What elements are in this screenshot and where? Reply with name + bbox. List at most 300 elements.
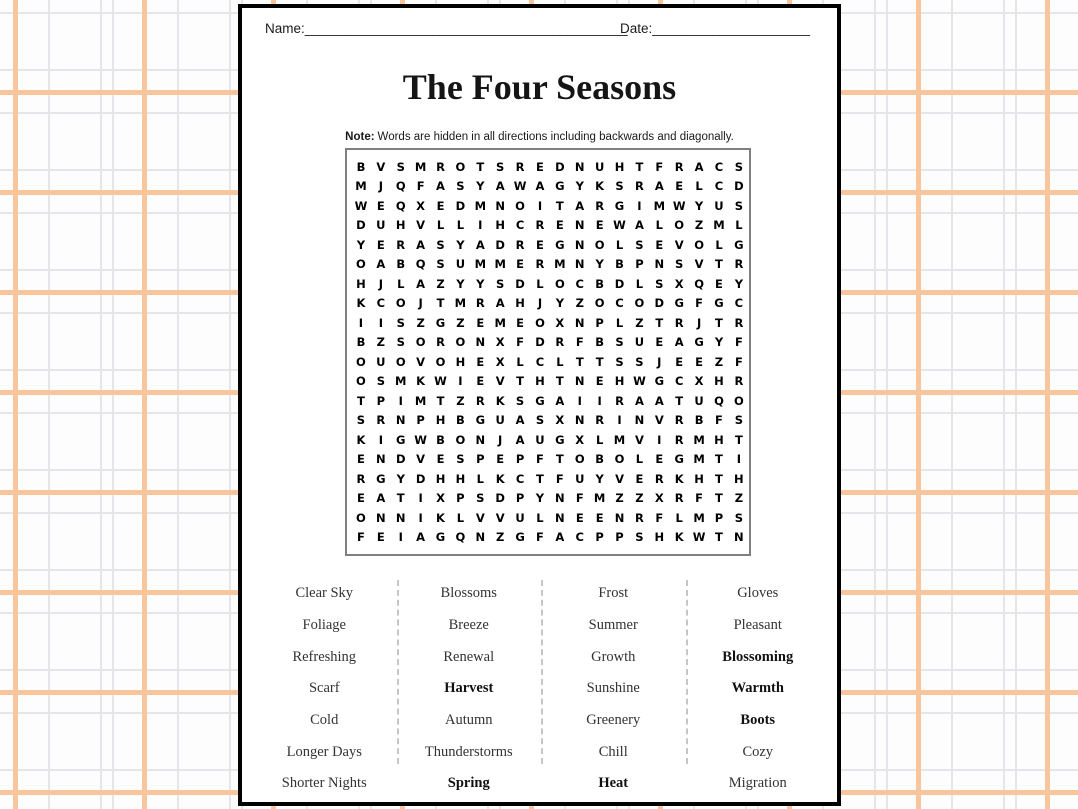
grid-letter: X [555,315,565,330]
grid-letter: Y [694,198,704,213]
name-line [265,21,628,36]
grid-letter: H [714,374,724,389]
grid-letter: Q [395,198,406,213]
grid-letter: A [654,393,664,408]
grid-row [351,450,749,470]
grid-letter: S [535,413,545,428]
grid-letter: T [715,491,723,506]
grid-letter: S [356,413,366,428]
grid-letter: H [714,432,724,447]
grid-letter: K [436,510,445,525]
word-item: Refreshing [292,648,357,665]
grid-letter: E [635,471,644,486]
grid-letter: Y [555,296,565,311]
grid-letter: Z [496,530,505,545]
grid-letter: R [555,335,565,350]
grid-row [351,352,749,372]
name-label: Name: [265,21,305,36]
grid-letter: R [734,257,744,272]
grid-letter: H [455,471,466,486]
grid-letter: W [692,530,706,545]
word-item: Thunderstorms [424,743,513,760]
grid-letter: A [555,530,565,545]
grid-row [351,372,749,392]
grid-letter: E [595,510,604,525]
grid-letter: U [535,432,545,447]
grid-letter: D [495,491,505,506]
grid-letter: X [575,432,585,447]
grid-letter: E [357,452,365,467]
grid-letter: N [495,198,505,213]
grid-letter: O [594,296,605,311]
grid-letter: H [435,413,446,428]
grid-letter: H [435,471,446,486]
grid-letter: B [456,413,465,428]
grid-letter: U [376,218,386,233]
grid-letter: B [356,335,366,350]
grid-letter: F [357,530,365,545]
grid-letter: T [476,159,485,174]
grid-letter: O [694,237,704,252]
grid-letter: L [695,179,703,194]
grid-letter: G [555,237,565,252]
grid-letter: L [456,510,465,525]
grid-letter: W [672,198,686,213]
grid-letter: S [515,393,525,408]
grid-row [351,430,749,450]
grid-letter: E [436,452,445,467]
grid-letter: S [376,374,385,389]
grid-letter: H [395,218,406,233]
grid-letter: U [455,257,466,272]
grid-letter: H [614,159,625,174]
grid-letter: M [355,179,367,194]
grid-letter: O [356,354,366,369]
grid-letter: A [634,218,644,233]
grid-letter: I [398,530,403,545]
grid-letter: O [356,257,366,272]
grid-letter: S [456,179,465,194]
grid-letter: W [354,198,368,213]
grid-row [351,274,749,294]
word-column-4 [686,578,831,800]
grid-letter: E [376,198,385,213]
grid-letter: I [736,452,741,467]
grid-letter: M [653,198,666,213]
grid-letter: E [476,354,485,369]
grid-letter: Z [575,296,584,311]
grid-letter: N [475,432,486,447]
grid-letter: R [436,335,445,350]
grid-letter: W [513,179,527,194]
word-item: Blossoming [722,648,794,665]
grid-letter: R [595,198,605,213]
grid-letter: O [455,159,466,174]
grid-letter: M [693,432,705,447]
grid-letter: R [615,393,624,408]
grid-letter: M [494,257,506,272]
grid-letter: C [376,296,386,311]
grid-letter: E [516,257,524,272]
grid-letter: N [574,374,585,389]
grid-letter: L [635,276,644,291]
grid-letter: A [515,413,525,428]
word-item: Chill [598,743,628,760]
grid-letter: R [535,257,545,272]
grid-letter: B [694,413,704,428]
grid-letter: I [378,432,383,447]
grid-letter: E [476,315,485,330]
grid-letter: D [535,335,545,350]
grid-letter: L [436,218,445,233]
grid-letter: O [455,335,466,350]
grid-letter: J [378,179,383,194]
grid-letter: M [693,510,705,525]
grid-letter: U [575,471,585,486]
grid-letter: P [515,452,525,467]
grid-letter: X [654,491,664,506]
word-item: Harvest [444,680,494,697]
grid-letter: O [574,452,585,467]
grid-letter: M [454,296,467,311]
grid-letter: F [734,354,743,369]
grid-letter: R [535,218,545,233]
grid-letter: N [475,335,486,350]
grid-letter: R [515,159,525,174]
grid-row [351,313,749,333]
grid-letter: R [475,393,485,408]
grid-letter: S [734,510,744,525]
grid-letter: Y [456,237,465,252]
grid-letter: O [674,218,685,233]
grid-letter: V [416,354,426,369]
grid-letter: Y [476,276,485,291]
grid-letter: H [614,374,625,389]
grid-letter: M [414,159,427,174]
grid-letter: S [615,335,624,350]
grid-letter: B [595,335,605,350]
grid-letter: R [674,159,684,174]
grid-letter: K [595,179,605,194]
grid-letter: A [376,491,386,506]
grid-letter: E [655,452,664,467]
grid-letter: O [554,276,565,291]
grid-row [351,255,749,275]
grid-letter: G [555,179,565,194]
letter-grid [345,148,751,556]
grid-letter: D [555,159,565,174]
grid-letter: R [475,296,485,311]
grid-letter: L [397,276,405,291]
grid-letter: V [495,510,505,525]
word-item: Shorter Nights [281,775,367,792]
grid-letter: T [357,393,365,408]
grid-letter: Z [714,354,724,369]
grid-letter: E [476,374,485,389]
grid-letter: Y [714,335,724,350]
grid-letter: N [574,218,585,233]
grid-letter: E [555,218,564,233]
grid-letter: F [734,335,743,350]
note-text: Words are hidden in all directions including backwards and diagonally. [377,131,734,143]
grid-letter: E [675,354,684,369]
grid-letter: J [537,296,543,311]
grid-letter: G [614,198,625,213]
grid-letter: U [594,159,605,174]
grid-letter: N [574,315,585,330]
grid-letter: W [414,432,427,447]
grid-letter: J [696,315,702,330]
grid-letter: M [693,452,705,467]
grid-letter: Z [635,315,644,330]
grid-letter: R [436,159,445,174]
grid-letter: E [715,276,723,291]
word-column-2 [397,578,542,800]
grid-letter: Y [456,276,465,291]
grid-letter: H [495,218,505,233]
grid-letter: L [595,432,604,447]
grid-letter: E [496,452,505,467]
grid-letter: B [396,257,406,272]
grid-letter: N [634,413,645,428]
grid-letter: V [376,159,386,174]
grid-letter: T [516,374,524,389]
grid-letter: Q [455,530,466,545]
grid-letter: F [695,491,704,506]
grid-letter: L [715,237,723,252]
grid-letter: S [476,491,485,506]
grid-letter: E [575,510,584,525]
grid-letter: K [356,432,366,447]
grid-letter: X [674,276,684,291]
grid-letter: Z [694,218,704,233]
grid-letter: S [734,159,744,174]
grid-letter: A [674,335,684,350]
note-label: Note: [345,131,375,143]
word-column-1 [252,578,397,800]
grid-letter: E [595,374,604,389]
grid-letter: S [635,354,644,369]
grid-letter: V [654,413,664,428]
word-item: Scarf [308,680,340,697]
grid-letter: T [655,315,664,330]
grid-letter: I [597,393,602,408]
grid-letter: E [655,237,664,252]
grid-letter: C [674,374,684,389]
grid-letter: T [734,432,743,447]
grid-letter: I [637,198,642,213]
grid-letter: D [455,198,466,213]
grid-row [351,489,749,509]
grid-letter: V [615,471,624,486]
grid-letter: L [536,276,544,291]
grid-letter: Y [535,491,545,506]
grid-letter: F [655,510,664,525]
grid-letter: J [378,276,383,291]
grid-letter: D [415,471,426,486]
grid-letter: S [615,354,624,369]
grid-row [351,294,749,314]
grid-letter: C [714,159,724,174]
grid-letter: T [575,354,584,369]
grid-letter: S [675,257,684,272]
grid-letter: N [574,413,585,428]
grid-letter: R [634,510,644,525]
grid-letter: Z [456,393,465,408]
grid-letter: M [713,218,725,233]
grid-letter: L [735,218,743,233]
grid-letter: L [516,354,524,369]
grid-letter: V [495,374,505,389]
word-item: Cozy [742,743,774,760]
grid-letter: P [476,452,485,467]
grid-letter: G [654,374,665,389]
grid-letter: A [515,432,525,447]
grid-letter: U [376,354,386,369]
grid-letter: O [594,237,605,252]
word-item: Renewal [443,648,495,665]
grid-letter: C [714,179,724,194]
grid-letter: F [516,335,524,350]
grid-letter: Z [376,335,385,350]
grid-row [351,508,749,528]
grid-letter: H [356,276,366,291]
word-item: Pleasant [733,617,782,634]
grid-letter: Q [714,393,724,408]
grid-letter: A [694,159,704,174]
grid-letter: B [595,452,605,467]
grid-letter: I [537,198,543,213]
grid-letter: G [535,393,545,408]
grid-letter: K [674,530,684,545]
grid-letter: F [555,471,564,486]
grid-letter: T [555,374,564,389]
word-item: Warmth [731,680,784,697]
grid-letter: E [436,198,445,213]
grid-letter: O [455,432,466,447]
grid-letter: P [615,530,624,545]
word-item: Longer Days [286,743,362,760]
date-label: Date: [620,21,653,36]
word-item: Growth [591,648,636,665]
grid-letter: P [376,393,386,408]
grid-letter: R [654,471,664,486]
grid-letter: C [734,296,744,311]
word-item: Foliage [302,617,346,634]
grid-letter: H [694,471,704,486]
grid-letter: Y [595,257,604,272]
word-item: Autumn [444,712,493,729]
grid-letter: G [515,530,525,545]
grid-letter: Q [694,276,704,291]
grid-row [351,528,749,548]
grid-letter: G [475,413,486,428]
grid-letter: I [458,374,463,389]
grid-letter: F [715,413,723,428]
grid-letter: A [535,179,545,194]
grid-letter: R [734,374,744,389]
grid-letter: A [475,237,485,252]
grid-letter: N [614,510,625,525]
grid-letter: I [418,491,423,506]
grid-letter: I [358,315,364,330]
grid-letter: S [734,198,744,213]
grid-letter: Y [575,179,584,194]
grid-letter: G [435,315,446,330]
grid-letter: P [416,413,425,428]
grid-letter: O [733,393,744,408]
grid-letter: O [356,374,366,389]
grid-letter: V [475,510,485,525]
grid-letter: D [734,179,744,194]
grid-letter: R [674,432,684,447]
grid-letter: A [654,179,664,194]
grid-letter: Y [734,276,744,291]
grid-letter: S [396,159,405,174]
grid-letter: O [395,296,406,311]
grid-letter: T [555,452,564,467]
grid-letter: R [356,471,366,486]
grid-row [351,333,749,353]
grid-letter: B [436,432,445,447]
grid-letter: Y [396,471,405,486]
grid-letter: X [416,198,426,213]
grid-letter: R [674,491,684,506]
grid-letter: S [635,237,644,252]
grid-letter: R [674,413,684,428]
grid-letter: F [536,452,544,467]
word-item: Breeze [448,617,489,634]
grid-letter: M [593,491,606,506]
grid-letter: M [395,374,407,389]
grid-letter: R [734,315,744,330]
grid-letter: I [577,393,582,408]
word-item: Greenery [586,712,641,729]
grid-letter: L [476,471,484,486]
grid-letter: F [536,530,544,545]
grid-letter: W [434,374,447,389]
grid-letter: E [516,315,524,330]
word-column-3 [541,578,686,800]
grid-letter: L [456,218,465,233]
grid-letter: B [615,257,624,272]
grid-letter: S [734,413,744,428]
grid-letter: T [436,296,445,311]
grid-letter: J [657,354,662,369]
grid-letter: I [617,413,622,428]
grid-row [351,411,749,431]
grid-letter: E [376,237,385,252]
grid-letter: K [356,296,366,311]
grid-letter: S [436,257,445,272]
grid-letter: R [674,315,684,330]
grid-letter: A [376,257,386,272]
grid-letter: D [515,276,525,291]
grid-letter: V [634,432,644,447]
grid-letter: D [356,218,366,233]
grid-letter: V [416,452,426,467]
grid-letter: H [455,354,466,369]
grid-letter: F [416,179,425,194]
grid-letter: T [715,257,723,272]
grid-letter: T [675,393,684,408]
grid-letter: U [515,510,525,525]
grid-letter: K [495,471,505,486]
grid-letter: H [515,296,525,311]
grid-row [351,157,749,177]
date-line [620,21,810,36]
grid-letter: F [575,491,584,506]
